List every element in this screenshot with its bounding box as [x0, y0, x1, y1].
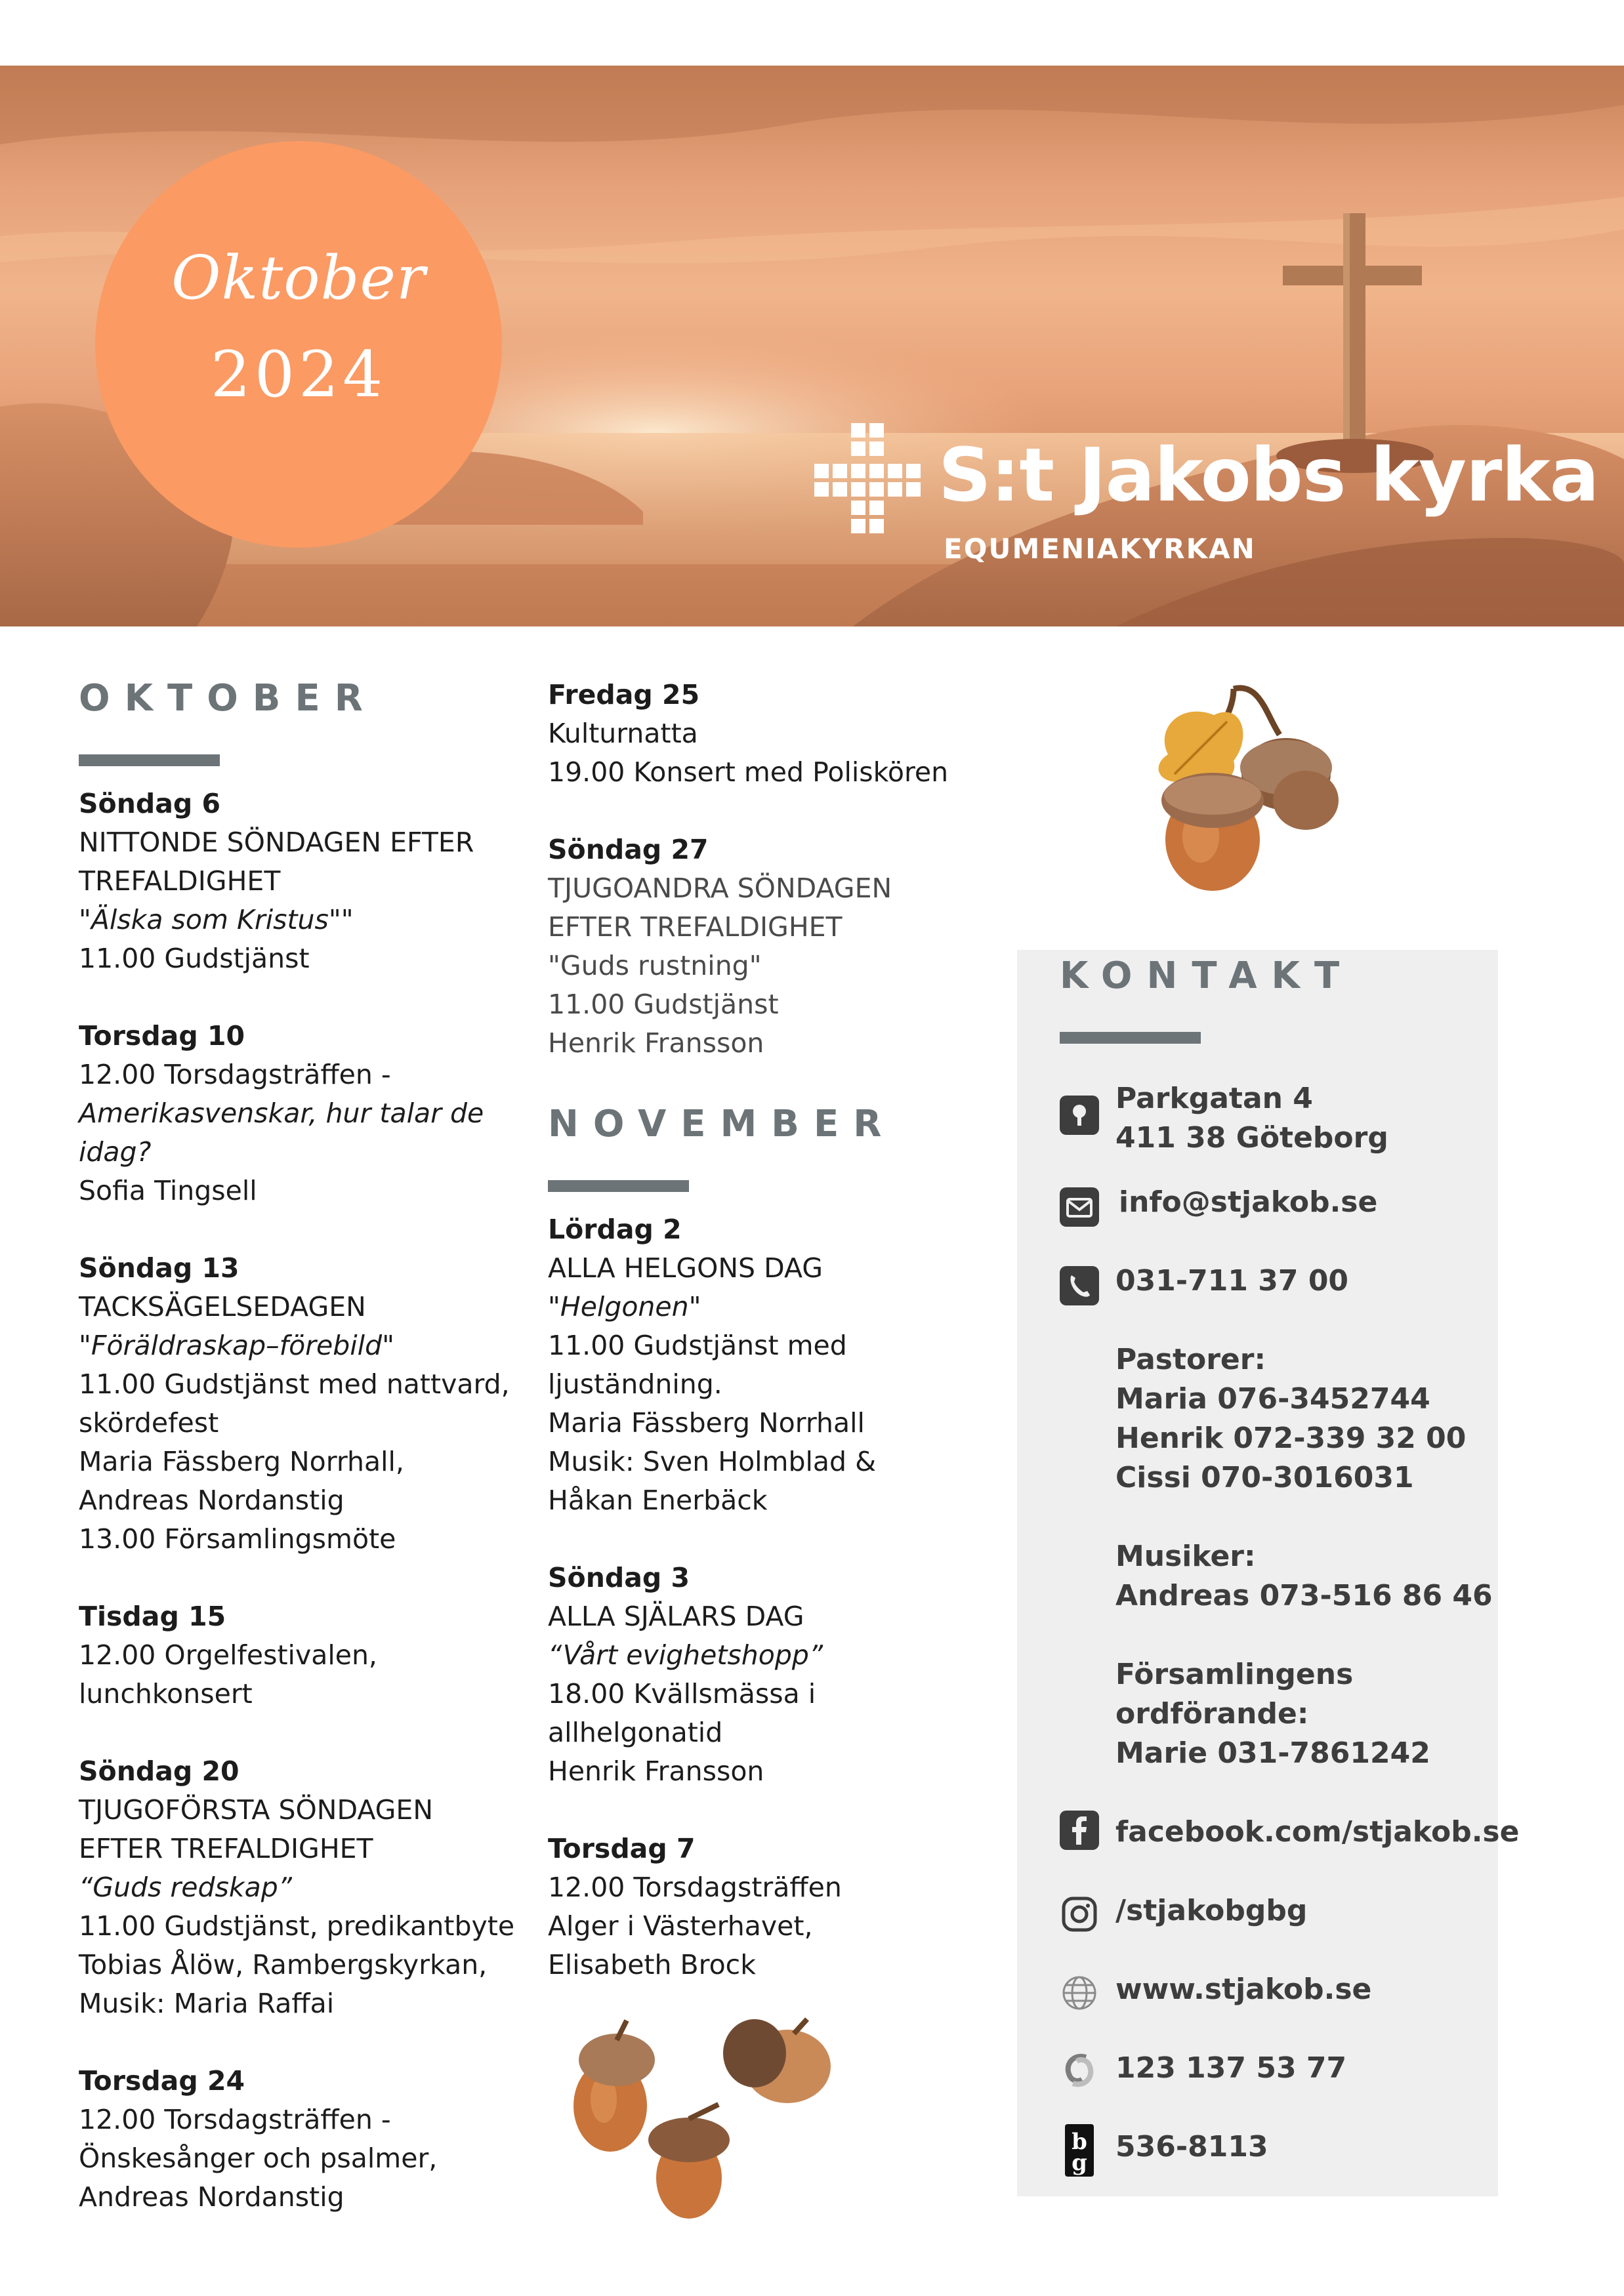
header-banner: [0, 66, 1624, 626]
event-speaker: Henrik Fransson: [548, 1027, 764, 1059]
event-sondag-27: [548, 830, 981, 1063]
event-detail: 12.00 Torsdagsträffen: [548, 1872, 842, 1903]
pastor-henrik: Henrik 072-339 32 00: [1115, 1422, 1467, 1455]
contact-panel: [1017, 950, 1520, 2196]
event-title: EFTER TREFALDIGHET: [79, 1833, 373, 1864]
bankgiro-icon: [1060, 2124, 1099, 2177]
swish-icon: [1060, 2051, 1099, 2090]
second-column: [548, 676, 981, 2023]
event-title: Kulturnatta: [548, 718, 698, 749]
event-detail: 12.00 Torsdagsträffen -: [79, 1059, 391, 1090]
event-speaker: Musik: Sven Holmblad &: [548, 1446, 877, 1477]
event-speaker: Sofia Tingsell: [79, 1175, 257, 1206]
facebook-link[interactable]: facebook.com/stjakob.se: [1115, 1815, 1520, 1849]
event-day: Söndag 6: [79, 788, 221, 819]
website-link[interactable]: www.stjakob.se: [1115, 1973, 1372, 2006]
event-title: ALLA HELGONS DAG: [548, 1252, 823, 1284]
phone-number[interactable]: 031-711 37 00: [1115, 1264, 1349, 1298]
event-title: NITTONDE SÖNDAGEN EFTER: [79, 827, 474, 858]
event-theme: "Helgonen": [548, 1291, 701, 1322]
chair-label: Församlingens: [1115, 1658, 1354, 1691]
event-theme: idag?: [79, 1136, 152, 1168]
event-torsdag-10: [79, 1017, 525, 1210]
event-title: EFTER TREFALDIGHET: [548, 911, 843, 943]
event-day: Söndag 27: [548, 834, 709, 865]
event-day: Söndag 20: [79, 1755, 239, 1787]
denomination-label: EQUMENIAKYRKAN: [944, 533, 1256, 565]
event-detail: lunchkonsert: [79, 1678, 253, 1710]
event-day: Söndag 3: [548, 1562, 690, 1593]
october-column: [79, 676, 525, 2255]
event-sondag-6: [79, 785, 525, 978]
email-link[interactable]: info@stjakob.se: [1119, 1185, 1378, 1219]
phone-icon: [1060, 1266, 1099, 1305]
location-pin-icon: [1060, 1096, 1099, 1135]
event-detail: 11.00 Gudstjänst, predikantbyte: [79, 1910, 515, 1942]
event-sondag-3: [548, 1559, 981, 1791]
event-detail: allhelgonatid: [548, 1717, 723, 1748]
event-theme: "Guds rustning": [548, 950, 762, 981]
event-detail: skördefest: [79, 1407, 219, 1439]
church-name: S:t Jakobs kyrka: [938, 433, 1599, 518]
heading-underline: [1060, 1032, 1201, 1044]
event-detail: 12.00 Orgelfestivalen,: [79, 1639, 377, 1671]
event-day: Torsdag 10: [79, 1020, 245, 1052]
chair-label-2: ordförande:: [1115, 1697, 1309, 1731]
musician-label: Musiker:: [1115, 1540, 1256, 1573]
event-theme: "Älska som Kristus"": [79, 904, 354, 935]
event-detail: 12.00 Torsdagsträffen -: [79, 2104, 391, 2135]
event-theme: “Vårt evighetshopp”: [548, 1639, 823, 1671]
event-theme: “Guds redskap”: [79, 1872, 293, 1903]
event-day: Torsdag 24: [79, 2065, 245, 2097]
event-torsdag-7: [548, 1830, 981, 1984]
month-label: Oktober: [171, 243, 426, 313]
year-label: 2024: [210, 338, 387, 411]
event-day: Torsdag 7: [548, 1833, 696, 1864]
event-title: TACKSÄGELSEDAGEN: [79, 1291, 366, 1322]
event-detail: ljuständning.: [548, 1368, 722, 1400]
chair-marie: Marie 031-7861242: [1115, 1736, 1430, 1770]
event-detail: Önskesånger och psalmer,: [79, 2142, 438, 2174]
event-title: TJUGOANDRA SÖNDAGEN: [548, 872, 892, 904]
event-title: ALLA SJÄLARS DAG: [548, 1601, 804, 1632]
event-day: Fredag 25: [548, 679, 700, 710]
event-sondag-20: [79, 1752, 525, 2023]
event-day: Lördag 2: [548, 1214, 682, 1245]
month-badge: [95, 141, 502, 548]
event-detail: Alger i Västerhavet,: [548, 1910, 813, 1942]
event-speaker: Håkan Enerbäck: [548, 1485, 768, 1516]
address-city: 411 38 Göteborg: [1115, 1121, 1388, 1155]
event-title: TREFALDIGHET: [79, 865, 281, 897]
email-icon: [1060, 1187, 1099, 1227]
event-tisdag-15: [79, 1597, 525, 1713]
event-speaker: Musik: Maria Raffai: [79, 1988, 335, 2019]
contact-heading: KONTAKT: [1060, 954, 1354, 997]
event-sondag-13: [79, 1249, 525, 1559]
event-speaker: Andreas Nordanstig: [79, 2181, 344, 2213]
october-heading: OKTOBER: [79, 677, 377, 720]
event-detail: 11.00 Gudstjänst: [79, 943, 310, 974]
swish-number: 123 137 53 77: [1115, 2051, 1347, 2085]
event-speaker: Maria Fässberg Norrhall: [548, 1407, 865, 1439]
event-day: Söndag 13: [79, 1252, 239, 1284]
event-lordag-2: [548, 1210, 981, 1520]
event-theme: Amerikasvenskar, hur talar de: [79, 1097, 484, 1129]
event-theme: "Föräldraskap–förebild": [79, 1330, 394, 1361]
heading-underline: [548, 1180, 689, 1192]
address-street: Parkgatan 4: [1115, 1082, 1313, 1115]
event-speaker: Maria Fässberg Norrhall,: [79, 1446, 404, 1477]
church-logo-icon: [810, 423, 927, 540]
svg-text:b: b: [1072, 2129, 1087, 2155]
event-detail: 11.00 Gudstjänst: [548, 989, 779, 1020]
three-acorns-illustration: [564, 2014, 853, 2224]
event-detail: 18.00 Kvällsmässa i: [548, 1678, 816, 1710]
event-detail: 19.00 Konsert med Poliskören: [548, 756, 949, 788]
pastors-label: Pastorer:: [1115, 1343, 1266, 1376]
pastor-maria: Maria 076-3452744: [1115, 1382, 1430, 1416]
instagram-icon: [1060, 1895, 1099, 1934]
globe-icon: [1060, 1973, 1099, 2013]
event-torsdag-24: [79, 2062, 525, 2217]
event-title: TJUGOFÖRSTA SÖNDAGEN: [79, 1794, 433, 1826]
event-speaker: Elisabeth Brock: [548, 1949, 756, 1980]
pastor-cissi: Cissi 070-3016031: [1115, 1461, 1414, 1494]
event-detail: 13.00 Församlingsmöte: [79, 1523, 396, 1555]
event-detail: 11.00 Gudstjänst med nattvard,: [79, 1368, 510, 1400]
musician-andreas: Andreas 073-516 86 46: [1115, 1579, 1493, 1612]
november-heading: NOVEMBER: [548, 1103, 896, 1145]
event-day: Tisdag 15: [79, 1601, 226, 1632]
event-fredag-25: [548, 676, 981, 792]
heading-underline: [79, 754, 220, 766]
bankgiro-number: 536-8113: [1115, 2130, 1268, 2163]
event-speaker: Andreas Nordanstig: [79, 1485, 344, 1516]
event-speaker: Henrik Fransson: [548, 1755, 764, 1787]
acorns-with-leaf-illustration: [1129, 676, 1385, 899]
instagram-handle[interactable]: /stjakobgbg: [1115, 1894, 1308, 1927]
event-detail: 11.00 Gudstjänst med: [548, 1330, 847, 1361]
event-speaker: Tobias Ålöw, Rambergskyrkan,: [79, 1949, 488, 1980]
facebook-icon: [1060, 1811, 1099, 1850]
svg-text:g: g: [1072, 2150, 1087, 2176]
